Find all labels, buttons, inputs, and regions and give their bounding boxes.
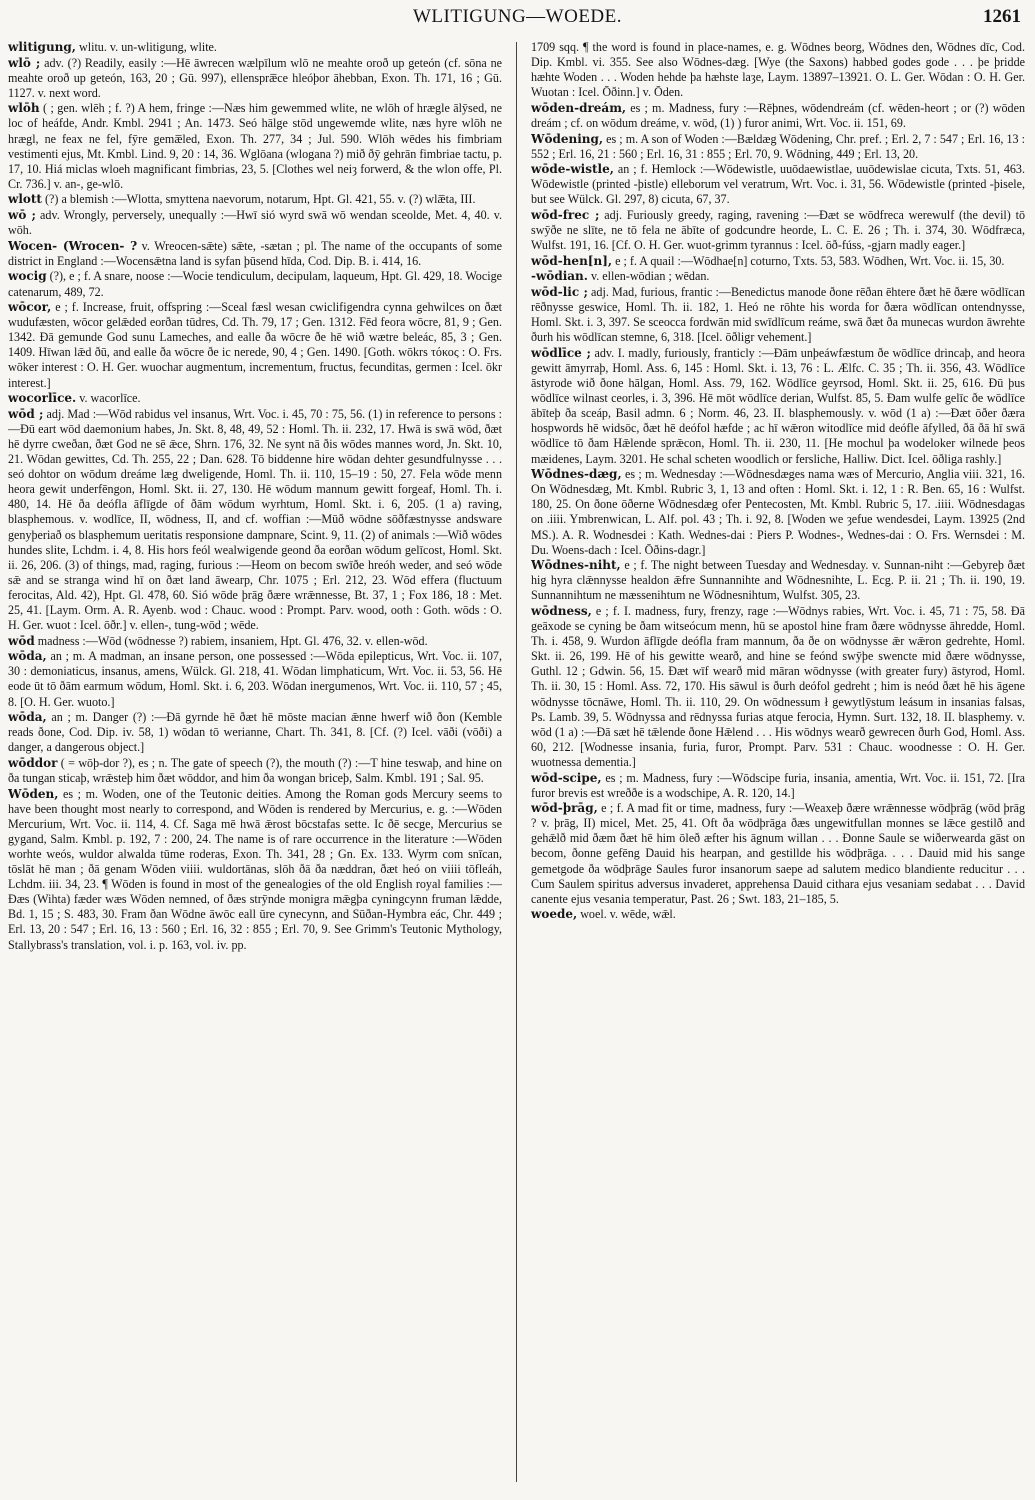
- entry-definition: an ; f. Hemlock :—Wōdewistle, uuōdaewistlae, uuōdewislae cicuta, Txts. 51, 463. Wōdewistle (printed -þistle) elleborum vel veratrum, Wrt. Voc. i. 31, 56. Wōdewistle (printed -þisele, but see Wülck. Gl. 297, 8) cicuta, 67, 37.: [531, 162, 1025, 207]
- dictionary-entry: [8, 391, 502, 406]
- entry-headword: wlott: [8, 192, 42, 207]
- entry-definition: e ; f. Increase, fruit, offspring :—Sceal fæsl wesan cwiclifigendra cynna gehwilces on ðæt wudufæsten, wōcor gelǣded eorðan tūdres, Cd. Th. 79, 17 ; Gen. 1312. Fēd feora wōcre, 81, 9 ; Gen. 1342. Ðā gemunde God sunu Lameches, and ealle ða wōcre ðe hē wið wætre beleác, 85, 3 ; Gen. 1409. Hīwan lǣd ðū, and ealle ða wōcre ðe ic nerede, 90, 4 ; Gen. 1490. [Goth. wōkrs τόκος : O. Frs. wōker interest : O. H. Ger. wuochar augmentum, incrementum, fructus, fecunditas, germen : Icel. ōkr interest.]: [8, 300, 502, 390]
- entry-definition: es ; m. Madness, fury :—Rēþnes, wōdendreám (cf. wēden-heort ; or (?) wōden dreám ; cf. on wōdum dreáme, v. wōd, (1) ) furor animi, Wrt. Voc. ii. 151, 69.: [531, 100, 1025, 130]
- dictionary-entry: [531, 346, 1025, 467]
- dictionary-entry: [531, 132, 1025, 162]
- dictionary-entry: [531, 254, 1025, 269]
- entry-headword: wlōh: [8, 101, 40, 116]
- entry-headword: wōd-lic ;: [531, 285, 588, 299]
- entry-definition: e ; f. The night between Tuesday and Wednesday. v. Sunnan-niht :—Gebyreþ ðæt hig hyra clǣnnysse healdon ǣfre Sunnannihte and Wōdnesnihte, L. Ecg. P. ii. 21 ; Th. ii. 190, 19. Sunnannihtum ne mæssenihtum ne Wōdnesnihtum, Wulfst. 305, 23.: [531, 558, 1025, 603]
- entry-headword: wōden-dreám,: [531, 100, 627, 115]
- dictionary-entry: [8, 239, 502, 269]
- entry-headword: -wōdian.: [531, 269, 588, 284]
- entry-headword: wōd ;: [8, 406, 44, 421]
- entry-definition: v. Wreocen-sǣte) sǣte, -sætan ; pl. The name of the occupants of some district in England :—Wocensǣtna land is syfan þūsend hīda, Cod. Dip. B. i. 414, 16.: [8, 238, 502, 268]
- dictionary-entry: [531, 801, 1025, 907]
- entry-definition: woel. v. wēde, wǣl.: [577, 907, 676, 922]
- entry-headword: wōda,: [8, 649, 47, 664]
- entry-headword: Wōdnes-niht,: [531, 558, 621, 573]
- entry-headword: Wōdnes-dæg,: [531, 467, 622, 482]
- entry-headword: wōde-wistle,: [531, 162, 614, 177]
- dictionary-entry: [531, 285, 1025, 345]
- dictionary-entry: [531, 101, 1025, 131]
- entry-headword: wlō ;: [8, 55, 41, 70]
- entry-headword: wocorlīce.: [8, 391, 77, 406]
- dictionary-entry: [8, 192, 502, 207]
- entry-headword: wōda,: [8, 710, 47, 725]
- dictionary-entry: [8, 269, 502, 299]
- entry-headword: wōd-frec ;: [531, 208, 600, 223]
- dictionary-entry: [8, 787, 502, 953]
- dictionary-entry: [8, 407, 502, 633]
- dictionary-entry: [8, 300, 502, 391]
- dictionary-entry: [8, 208, 502, 238]
- column-divider: [516, 42, 517, 1482]
- dictionary-entry: [531, 269, 1025, 284]
- entry-definition: e ; f. I. madness, fury, frenzy, rage :—Wōdnys rabies, Wrt. Voc. i. 45, 71 : 75, 58. Ðā geāxode se cyning be ðam witseócum menn, hū se apostol hine fram ðære wōdnysse āhredde, Homl. Th. i. 458, 9. Wurdon āflīgde deófla fram mannum, ða ðe on wōdnysse ǣr wǣron gedrehte, Homl. Skt. ii. 26, 199. Hē of his gewitte wearð, and hine se feónd swȳþe swencte mid ðære wōdnysse, Guthl. 12 ; Gdwin. 56, 15. Ðæt wīf wearð mid māran wōdnysse (with greater fury) āstyrod, Homl. Th. ii. 30, 15 : Homl. Ass. 72, 170. His sāwul is ðurh deófol gedreht ; him is neód ðæt hē his āgene wōdnysse tōcnāwe, Homl. Th. ii. 110, 29. On wōdnessum ł gewytlȳstum leásum in insanias falsas, Ps. Lamb. 39, 5. Wōdnyssa and rēdnyssa furias atque ferocia, Hymn. Surt. 132, 18. II. blasphemy. v. wōd (1 a) :—Ðā sæt hē tǣlende ðone Hǣlend . . . His wōdnys wearð gewrecen ðurh God, Homl. Ass. 60, 212. [Wodnesse insania, furia, furor, Prompt. Parv. 531 : Chauc. woodnesse : O. H. Ger. wuotnessa dementia.]: [531, 603, 1025, 769]
- dictionary-entry: [8, 649, 502, 709]
- entry-definition: es ; m. Madness, fury :—Wōdscipe furia, insania, amentia, Wrt. Voc. ii. 151, 72. [Ira furor brevis est wreððe is a wodschipe, A. R. 120, 14.]: [531, 770, 1025, 800]
- entry-definition: (?) a blemish :—Wlotta, smyttena naevorum, notarum, Hpt. Gl. 421, 55. v. (?) wlæ̅ta, III.: [41, 192, 476, 207]
- entry-definition: adj. Mad :—Wōd rabidus vel insanus, Wrt. Voc. i. 45, 70 : 75, 56. (1) in reference to persons :—Ðū eart wōd daemonium habes, Jn. Skt. 8, 48, 49, 52 : Homl. Th. ii. 232, 17. Hwā is swā wōd, ðæt hē dyrre cweðan, ðæt God ne sē ǣce, Shrn. 176, 32. Ne synt nā ðis wōdes mannes word, Jn. Skt. 10, 21. Wōdan gewittes, Cd. Th. 255, 22 ; Dan. 628. Tō biddenne hire wōdan dehter gesundfulnysse . . . seó dohtor on wōdum dreáme læg dweligende, Homl. Th. ii. 110, 15–19 : 50, 27. Fela wōde menn heora gewit underfēngon, Homl. Skt. ii. 27, 130. Hē wōdum mannum gewitt forgeaf, Homl. Th. i. 480, 14. Hē ða deófla āflīgde of ðām wōdum wyrhtum, Homl. Skt. i. 6, 205. (1 a) raving, blasphemous. v. wodlīce, II, wōdness, II, and cf. woffian :—Mūð wōdne sōðfæstnysse andsware genyþeriað os blasphemum ueritatis responsione dampnare, Scint. 9, 11. (2) of animals :—Wið wōdes hundes slite, Lchdm. i. 4, 8. His hors feól wealwigende geond ða eorðan wōdum gelīcost, Homl. Skt. ii. 26, 206. (3) of things, mad, raging, furious :—Heom on becom swīðe hreóh weder, and seó wōde sǣ and se stranga wind hī on ðæt land āwearp, Chr. 1075 ; Erl. 212, 23. Wōd effera (fluctuum ferocitas, Ald. 42), Hpt. Gl. 478, 60. Sió wōde þrāg ðære wrǣnnesse, Bt. 37, 1 ; Fox 186, 18 : Met. 25, 41. [Laym. Orm. A. R. Ayenb. wod : Chauc. wood : Prompt. Parv. wood, ooth : Goth. wōds : O. H. Ger. wuot : Icel. ōðr.] v. ellen-, tung-wōd ; wēde.: [8, 406, 502, 633]
- right-column: [531, 40, 1025, 1492]
- entry-definition: adj. Furiously greedy, raging, ravening :—Ðæt se wōdfreca werewulf (the devil) tō swȳðe ne slīte, ne tō fela ne ābīte of godcundre heorde, L. C. E. 26 ; Th. i. 374, 30. Wōdfræca, Wulfst. 191, 16. [Cf. O. H. Ger. wuot-grimm tyrannus : Icel. ōð-fúss, -gjarn madly eager.]: [531, 208, 1025, 253]
- entry-definition: es ; m. A son of Woden :—Bældæg Wōdening, Chr. pref. ; Erl. 2, 7 : 547 ; Erl. 16, 13 : 552 ; Erl. 16, 21 : 560 ; Erl. 16, 31 : 855 ; Erl. 70, 9. Wōdning, 449 ; Erl. 13, 20.: [531, 131, 1025, 161]
- entry-definition: ( ; gen. wlēh ; f. ?) A hem, fringe :—Næs him gewemmed wlite, ne wlōh of hrægle ālȳsed, ne loc of heáfde, Andr. Kmbl. 2941 ; An. 1473. Seó hālge stōd ungewemde wlite, næs hyre wlōh ne hrægl, ne feax ne fel, fȳre gemæ̅led, Exon. Th. 277, 34 ; Jul. 590. Wlōh wēdes his fimbriam vestimenti ejus, Mt. Kmbl. Lind. 9, 20 : 14, 36. Wglōana (wlogana ?) mið ðȳ gehrān fimbriae tactu, p. 17, 10. Hiá miclas wloeh magnificant fimbrias, 23, 5. [Clothes wel neiȝ forwerd, & the wlon offe, Pl. Cr. 736.] v. an-, ge-wlō.: [8, 101, 502, 191]
- entry-definition: v. wacorlīce.: [76, 391, 141, 406]
- entry-headword: wlitigung,: [8, 40, 76, 54]
- entry-definition: an ; m. Danger (?) :—Ðā gyrnde hē ðæt hē mōste macian ǣnne hwerf wið ðon (Kemble reads ðone, Cod. Dip. iv. 58, 1) wōdan tō werianne, Chart. Th. 341, 8. [Cf. (?) Icel. vāði (vōði) a danger, a dangerous object.]: [8, 710, 502, 755]
- dictionary-entry: [8, 56, 502, 101]
- entry-definition: madness :—Wōd (wōdnesse ?) rabiem, insaniem, Hpt. Gl. 476, 32. v. ellen-wōd.: [34, 633, 428, 648]
- entry-headword: wōd-scipe,: [531, 770, 602, 785]
- entry-definition: es ; m. Wednesday :—Wōdnesdæges nama wæs of Mercurio, Anglia viii. 321, 16. On Wōdnesdæg, Mt. Kmbl. Rubric 3, 1, 13 and often : Homl. Skt. i. 12, 1 : R. Ben. 65, 16 : Wulfst. 180, 25. On ðone ōðerne Wōdnesdæg ofer Pentecosten, Mt. Kmbl. Rubric 5, 17. .iiii. Wōdnesdagas on .iiii. Ymbrenwican, L. Alf. pol. 43 ; Th. i. 92, 8. [Woden we ȝefue wendesdei, Laym. 13925 (2nd MS.). A. R. Wodnesdei : Kath. Wednes-dai : Piers P. Wodnes-, Wednes-dai : O. Frs. Wernsdei : M. Du. Woens-dach : Icel. Ōðins-dagr.]: [531, 467, 1025, 557]
- entry-headword: wōd-þrāg,: [531, 801, 598, 816]
- entry-headword: wōd: [8, 633, 35, 648]
- entry-definition: 1709 sqq. ¶ the word is found in place-names, e. g. Wōdnes beorg, Wōdnes den, Wōdnes dīc, Cod. Dip. Kmbl. vi. 355. See also Wōdnes-dæg. [Wye (the Saxons) habbed godes gode . . . þe þridde hæhte Woden . . . Woden hehde þa hæhste laȝe, Laym. 13897–13921. O. L. Ger. Wōdan : O. H. Ger. Wuotan : Icel. Ōðinn.] v. Ōden.: [531, 40, 1025, 100]
- page-header: [0, 6, 1035, 34]
- dictionary-entry: [8, 101, 502, 192]
- dictionary-entry: [531, 771, 1025, 801]
- page-number: 1261: [983, 6, 1021, 27]
- entry-headword: Wōdening,: [531, 131, 604, 146]
- entry-headword: wōdness,: [531, 603, 592, 618]
- entry-headword: wōd-hen[n],: [531, 253, 613, 268]
- entry-headword: wōddor: [8, 755, 58, 770]
- entry-definition: adj. Mad, furious, frantic :—Benedictus manode ðone rēðan ēhtere ðæt hē ðære wōdlīcan rēðnysse geswice, Homl. Th. ii. 182, 1. Heó ne rōhte his worda for ðæra wōdlīcan ontendnysse, Homl. Skt. i. 3, 397. Se sceocca fordwān mid swīdlīcum reáme, swā ðæt ða munecas wurdon āwrehte ðurh his wōdlīcan stemne, 6, 318. [Icel. ōðligr vehement.]: [531, 285, 1025, 345]
- entry-headword: woede,: [531, 907, 578, 922]
- entry-headword: wōcor,: [8, 300, 52, 315]
- entry-definition: adv. Wrongly, perversely, unequally :—Hwī sió wyrd swā wō wendan sceolde, Met. 4, 40. v. wōh.: [8, 208, 502, 238]
- dictionary-entry: [531, 604, 1025, 770]
- dictionary-entry: [8, 756, 502, 786]
- dictionary-entry: [8, 710, 502, 755]
- entry-definition: wlitu. v. un-wlitigung, wlite.: [75, 40, 217, 54]
- entry-headword: wocig: [8, 269, 47, 284]
- entry-definition: adv. I. madly, furiously, franticly :—Ðām unþeáwfæstum ðe wōdlīce drincaþ, and heora gewitt āmyrraþ, Homl. Ass. 6, 145 : Homl. Skt. i. 13, 76 : L. Ælfc. C. 35 ; Th. ii. 356, 43. Wōdlīce āstyrode wið ðone hālgan, Homl. Ass. 79, 162. Wōdlīce geyrsod, Homl. Skt. ii. 25, 616. Ðū þus wōdlīce wilnast ceorles, i. 3, 396. Hē mōt wōdlīce derian, Wulfst. 85, 5. Ðam wulfe gelīc ðe wōdlīce ābīteþ ða sceáp, Basil admn. 6 ; Norm. 46, 23. II. blasphemously. v. wōd (1 a) :—Ðæt ōðer ðæra hospwords hē widsōc, ðæt hē deófol hæfde ; ac hī wǣron witodlīce mid deófle āfylled, ðā ðā hī swā wōdlīce tō ðam Hǣlende sprǣcon, Homl. Th. ii. 230, 11. [He mochul þa wodeloker wilnede þeos mæidenes, Laym. 3201. He schal scheten woodlich or fersliche, Halliw. Dict. Icel. ōðliga rashly.]: [531, 345, 1025, 466]
- entry-definition: ( = wōþ-dor ?), es ; n. The gate of speech (?), the mouth (?) :—T hine teswaþ, and hine on ða tungan sticaþ, wrǣsteþ him ðæt wōddor, and him ða wongan briceþ, Salm. Kmbl. 191 ; Sal. 95.: [8, 755, 502, 785]
- entry-headword: Wocen- (Wrocen- ?: [8, 238, 138, 253]
- entry-headword: Wōden,: [8, 786, 59, 801]
- entry-definition: e ; f. A mad fit or time, madness, fury :—Weaxeþ ðære wrǣnnesse wōdþrāg (wōd þrāg ? v. þrāg, II) micel, Met. 25, 41. Oft ða wōdþrāga ðæs ungewitfullan monnes se lǣce gestilð and gehǣlð mid ðæm ðæt hē him ōleð æfter his āgnum willan . . . Ðonne Saule se wiðerwearda gāst on becom, ðonne gefēng Dauid his hearpan, and gestillde his wōdþrāga. . . . Dauid mid his sange gemetgode ða wōdþrāge Saules furor insanorum saepe ad salutem medico blandiente reducitur . . . Cum Saulem spiritus adversus invaderet, apprehensa Dauid cithara ejus vesaniam sedabat . . . David canente ejus vesania temperatur, Past. 26 ; Swt. 183, 21–185, 5.: [531, 801, 1025, 906]
- dictionary-entry: [531, 907, 1025, 922]
- dictionary-entry: [531, 558, 1025, 603]
- dictionary-entry: [8, 40, 502, 55]
- entry-definition: e ; f. A quail :—Wōdhae[n] coturno, Txts. 53, 583. Wōdhen, Wrt. Voc. ii. 15, 30.: [612, 253, 1005, 268]
- entry-definition: adv. (?) Readily, easily :—Hē āwrecen wælpīlum wlō ne meahte oroð up geteón (cf. sōna ne meahte oroð up geteón, 163, 20 ; Gū. 997), ellenspræ̅ce hleóþor āhebban, Exon. Th. 171, 16 ; Gū. 1127. v. next word.: [8, 55, 502, 100]
- left-column: [8, 40, 502, 1492]
- dictionary-entry: [531, 162, 1025, 207]
- two-column-body: [8, 40, 1025, 1492]
- entry-headword: wō ;: [8, 208, 36, 223]
- dictionary-entry: [8, 634, 502, 649]
- entry-definition: v. ellen-wōdian ; wēdan.: [587, 269, 710, 284]
- dictionary-entry: [531, 40, 1025, 100]
- entry-headword: wōdlīce ;: [531, 345, 591, 360]
- entry-definition: an ; m. A madman, an insane person, one possessed :—Wōda epilepticus, Wrt. Voc. ii. 107, 30 : demoniaticus, insanus, amens, Wülck. Gl. 218, 41. Wōdan limphaticum, Wrt. Voc. ii. 53, 56. Hē eode ūt tō ðām earmum wōdum, Homl. Skt. i. 6, 203. Wōdan inergumenos, Wrt. Voc. ii. 110, 57 ; 45, 8. [O. H. Ger. wuoto.]: [8, 649, 502, 709]
- dictionary-entry: [531, 208, 1025, 253]
- entry-definition: (?), e ; f. A snare, noose :—Wocie tendiculum, decipulam, laqueum, Hpt. Gl. 429, 18. Wocige catenarum, 489, 72.: [8, 269, 502, 299]
- entry-definition: es ; m. Woden, one of the Teutonic deities. Among the Roman gods Mercury seems to have been thought most nearly to correspond, and Wōden is rendered by Mercurius, e. g. :—Wōden Mercurium, Wrt. Voc. ii. 114, 4. Cf. Saga mē hwā ǣrost bōcstafas sette. Ic ðē secge, Mercurius se gygand, Salm. Kmbl. p. 192, 7 : 200, 24. The name is of rare occurrence in the literature :—Wōden worhte weós, wuldor alwalda tūme roderas, Exon. Th. 341, 28 ; Gn. Ex. 133. Wyrm com snīcan, tōslāt hē man ; ðā genam Wōden viiii. wuldortānas, slōh ðā ða næddran, ðæt heó on viiii tōfleáh, Lchdm. iii. 34, 23. ¶ Wōden is found in most of the genealogies of the old English royal families :—Ðæs (Wihta) fæder wæs Wōden nemned, of ðæs strȳnde monigra mǣgþa cyningcynn fruman lǣdde, Bd. 1, 15 ; S. 483, 30. Fram ðan Wōdne āwōc eall ūre cynecynn, and Sūðan-Hymbra eác, Chr. 449 ; Erl. 13, 20 : 547 ; Erl. 16, 13 : 560 ; Erl. 16, 32 : 855 ; Erl. 70, 9. See Grimm's Teutonic Mythology, Stallybrass's translation, vol. i. p. 163, vol. iv. pp.: [8, 786, 502, 952]
- dictionary-entry: [531, 467, 1025, 558]
- running-head: WLITIGUNG—WOEDE.: [412, 6, 623, 27]
